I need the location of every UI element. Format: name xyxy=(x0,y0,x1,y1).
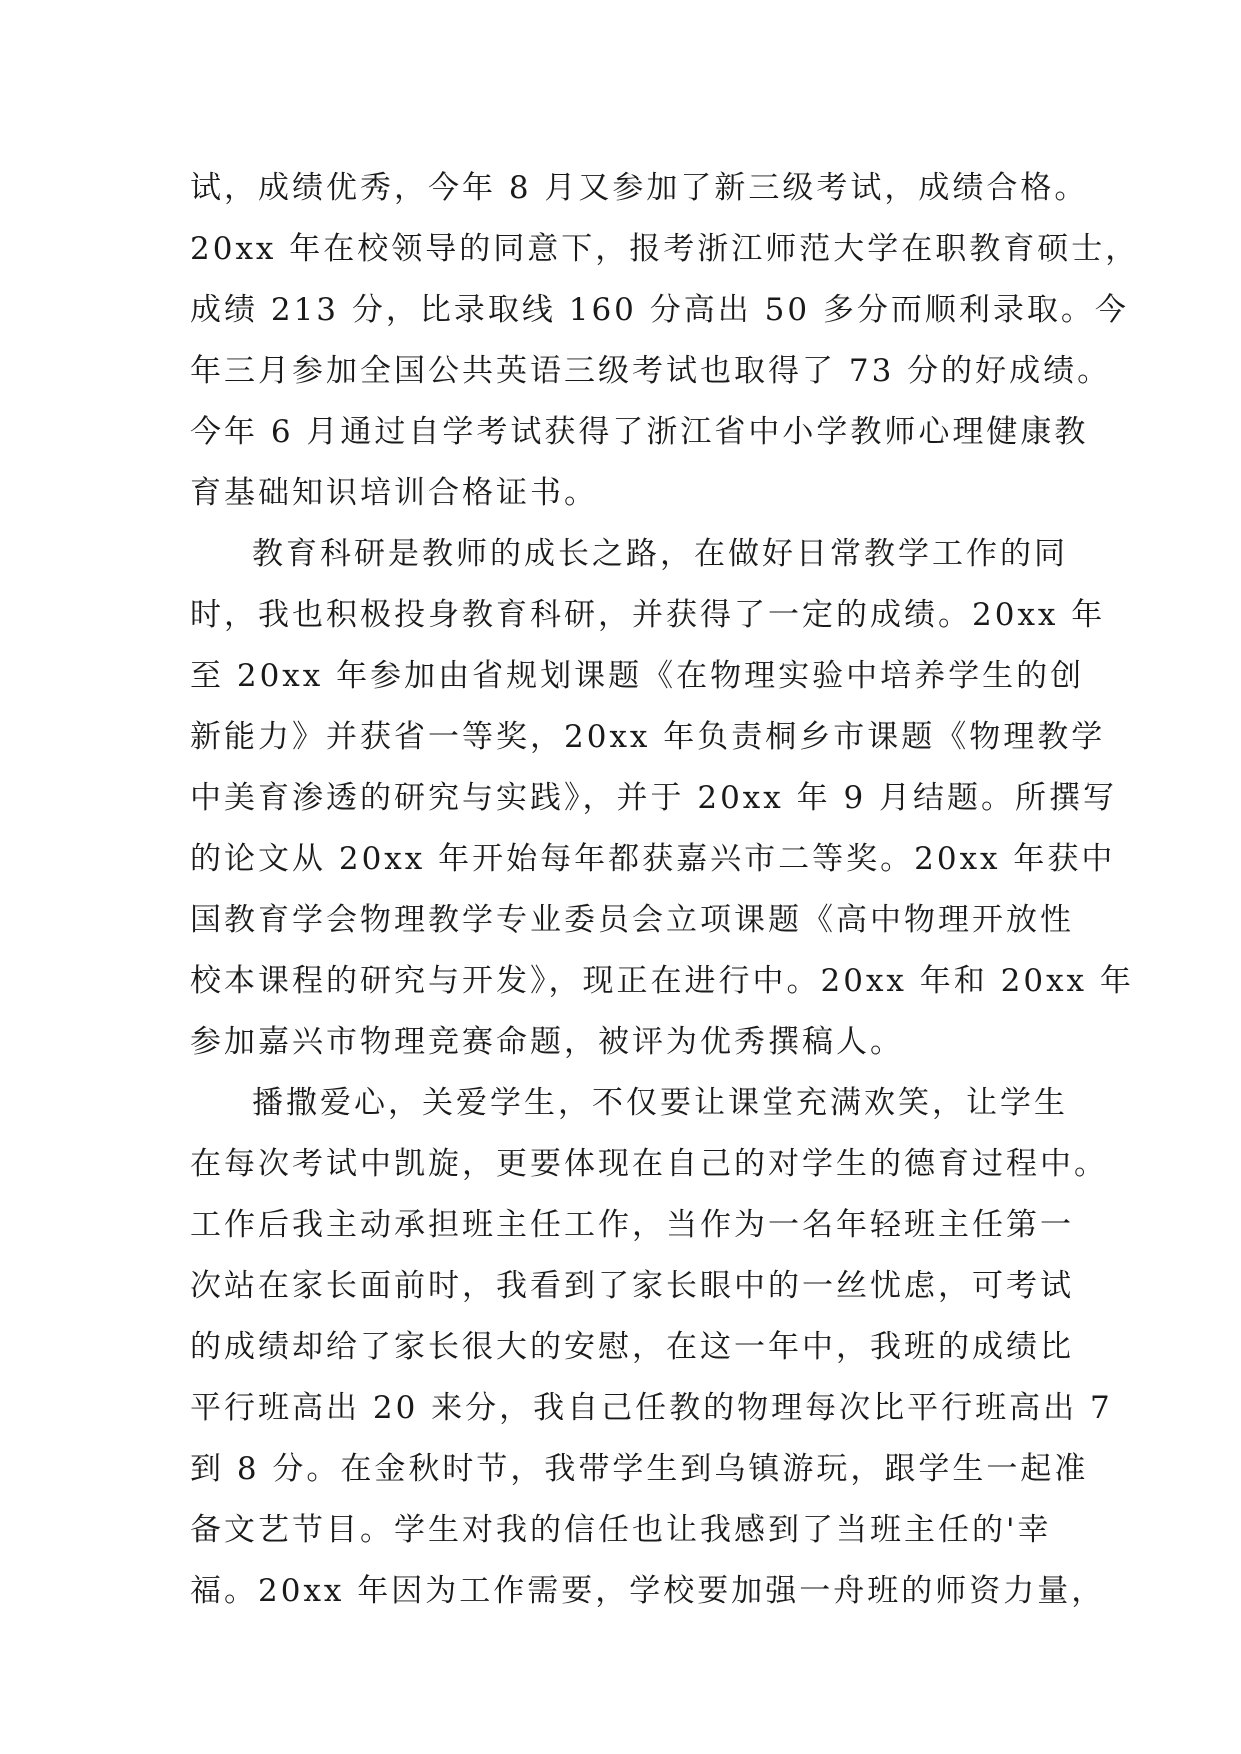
text-line: 成绩 213 分，比录取线 160 分高出 50 多分而顺利录取。今 xyxy=(190,292,1129,328)
text-line: 备文艺节目。学生对我的信任也让我感到了当班主任的'幸 xyxy=(190,1512,1052,1548)
text-line: 中美育渗透的研究与实践》，并于 20xx 年 9 月结题。所撰写 xyxy=(190,780,1118,816)
text-line: 的论文从 20xx 年开始每年都获嘉兴市二等奖。20xx 年获中 xyxy=(190,841,1116,877)
text-line: 工作后我主动承担班主任工作，当作为一名年轻班主任第一 xyxy=(190,1207,1074,1243)
text-line: 参加嘉兴市物理竞赛命题，被评为优秀撰稿人。 xyxy=(190,1024,904,1060)
text-line: 国教育学会物理教学专业委员会立项课题《高中物理开放性 xyxy=(190,902,1074,938)
text-line: 次站在家长面前时，我看到了家长眼中的一丝忧虑，可考试 xyxy=(190,1268,1074,1304)
text-line: 育基础知识培训合格证书。 xyxy=(190,475,598,511)
text-line: 试，成绩优秀，今年 8 月又参加了新三级考试，成绩合格。 xyxy=(190,170,1089,206)
text-line: 至 20xx 年参加由省规划课题《在物理实验中培养学生的创 xyxy=(190,658,1085,694)
text-line: 年三月参加全国公共英语三级考试也取得了 73 分的好成绩。 xyxy=(190,353,1112,389)
text-line: 今年 6 月通过自学考试获得了浙江省中小学教师心理健康教 xyxy=(190,414,1089,450)
text-line: 福。20xx 年因为工作需要，学校要加强一舟班的师资力量， xyxy=(190,1573,1106,1609)
paragraph-first-line: 播撒爱心，关爱学生，不仅要让课堂充满欢笑，让学生 xyxy=(252,1085,1068,1121)
text-line: 校本课程的研究与开发》，现正在进行中。20xx 年和 20xx 年 xyxy=(190,963,1134,999)
text-line: 20xx 年在校领导的同意下，报考浙江师范大学在职教育硕士， xyxy=(190,231,1140,267)
text-line: 时，我也积极投身教育科研，并获得了一定的成绩。20xx 年 xyxy=(190,597,1106,633)
text-line: 新能力》并获省一等奖，20xx 年负责桐乡市课题《物理教学 xyxy=(190,719,1106,755)
text-line: 在每次考试中凯旋，更要体现在自己的对学生的德育过程中。 xyxy=(190,1146,1108,1182)
paragraph-first-line: 教育科研是教师的成长之路，在做好日常教学工作的同 xyxy=(252,536,1068,572)
text-line: 的成绩却给了家长很大的安慰，在这一年中，我班的成绩比 xyxy=(190,1329,1074,1365)
text-line: 到 8 分。在金秋时节，我带学生到乌镇游玩，跟学生一起准 xyxy=(190,1451,1089,1487)
text-line: 平行班高出 20 来分，我自己任教的物理每次比平行班高出 7 xyxy=(190,1390,1113,1426)
